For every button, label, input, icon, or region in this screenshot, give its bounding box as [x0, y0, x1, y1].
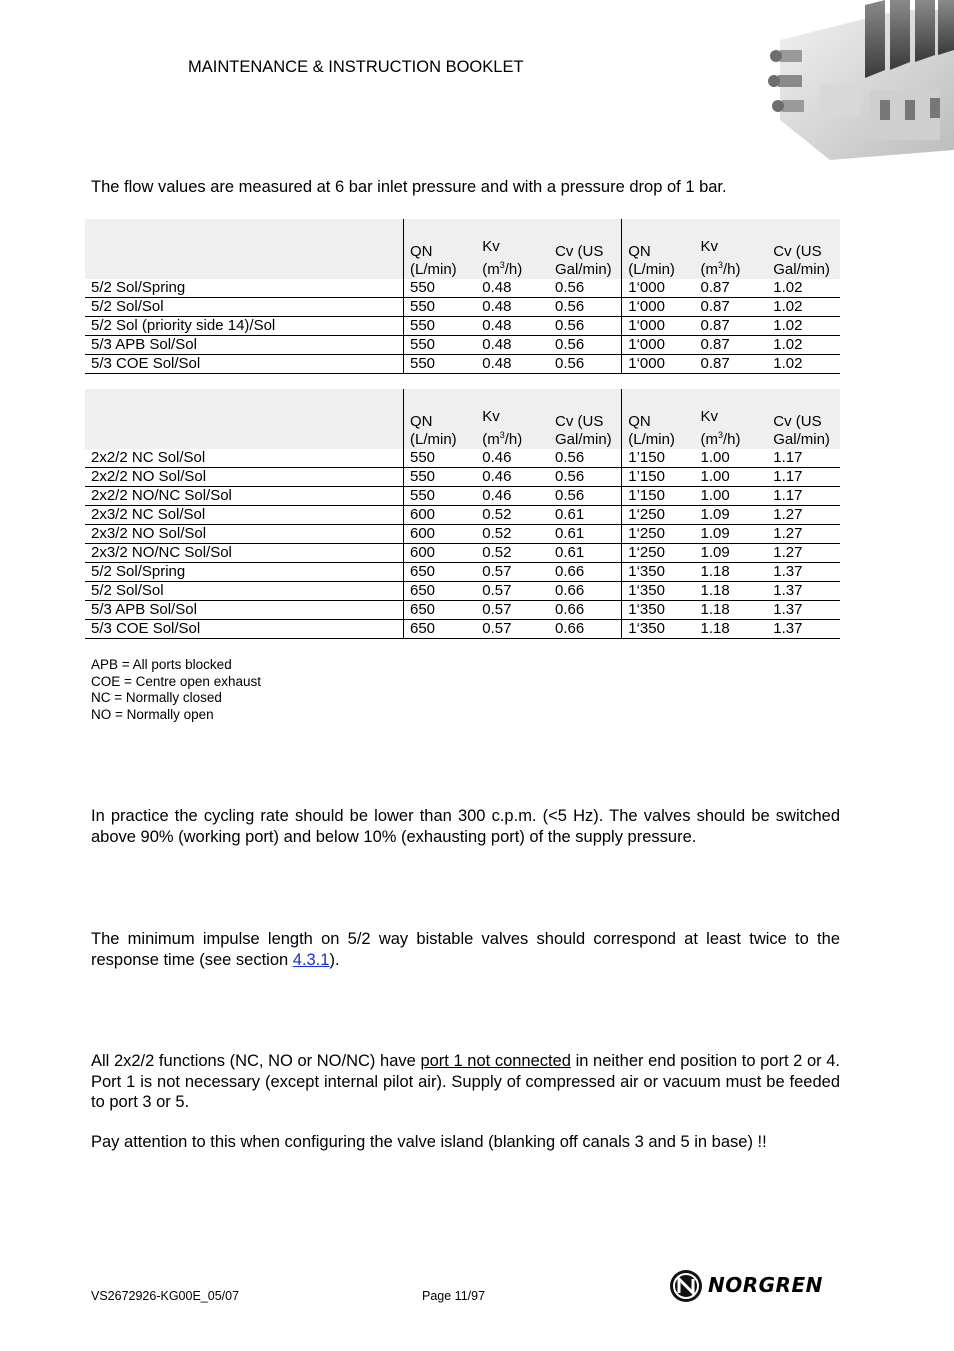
flow-value-cell: 1.02 [767, 279, 840, 298]
abbreviation-item: APB = All ports blocked [91, 657, 232, 672]
flow-value-cell: 0.61 [549, 506, 622, 525]
header-qn: QN (L/min) [404, 389, 477, 449]
flow-value-cell: 0.87 [695, 298, 768, 317]
valve-function-cell: 5/3 COE Sol/Sol [85, 620, 404, 639]
flow-value-cell: 0.57 [476, 620, 549, 639]
table-row [85, 336, 840, 355]
flow-value-cell: 0.61 [549, 544, 622, 563]
flow-value-cell: 0.66 [549, 563, 622, 582]
flow-value-cell: 1.17 [767, 487, 840, 506]
norgren-logo [668, 1268, 842, 1304]
flow-value-cell: 1.00 [695, 468, 768, 487]
abbreviation-item: NC = Normally closed [91, 690, 222, 706]
flow-value-cell: 1‘000 [622, 298, 695, 317]
flow-value-cell: 1‘250 [622, 544, 695, 563]
flow-value-cell: 1.37 [767, 601, 840, 620]
flow-value-cell: 1‘000 [622, 336, 695, 355]
valve-function-cell: 5/2 Sol/Spring [85, 279, 404, 298]
intro-text: The flow values are measured at 6 bar inlet pressure and with a pressure drop of 1 bar. [91, 178, 727, 196]
flow-value-cell: 550 [404, 449, 477, 468]
header-blank-cell [85, 389, 404, 449]
valve-function-cell: 2x3/2 NO/NC Sol/Sol [85, 544, 404, 563]
flow-value-cell: 1’150 [622, 449, 695, 468]
footer-document-id: VS2672926-KG00E_05/07 [91, 1289, 240, 1303]
flow-value-cell: 600 [404, 506, 477, 525]
table1-body [85, 279, 840, 374]
footer-page-number: Page 11/97 [422, 1289, 486, 1303]
valve-island-image [760, 0, 954, 160]
flow-value-cell: 0.48 [476, 336, 549, 355]
port-note-paragraph: All 2x2/2 functions (NC, NO or NO/NC) have port 1 not connected in neither end position to port 2 or 4. Port 1 is not necessary (except internal pilot air). Supply of compressed air or vacuum must be feeded to port 3 or 5. [91, 1052, 840, 1111]
header-title: MAINTENANCE & INSTRUCTION BOOKLET [188, 58, 524, 76]
flow-value-cell: 1.37 [767, 563, 840, 582]
header-kv: Kv $(m^3/h)$ [695, 219, 768, 279]
valve-function-cell: 5/2 Sol/Sol [85, 582, 404, 601]
flow-value-cell: 600 [404, 525, 477, 544]
flow-value-cell: 550 [404, 336, 477, 355]
flow-value-cell: 550 [404, 468, 477, 487]
attention-paragraph: Pay attention to this when configuring the valve island (blanking off canals 3 and 5 in base) !! [91, 1133, 767, 1151]
flow-value-cell: 0.56 [549, 355, 622, 374]
abbreviation-list [91, 657, 261, 724]
flow-value-cell: 0.56 [549, 336, 622, 355]
table-row [85, 563, 840, 582]
valve-function-cell: 2x3/2 NC Sol/Sol [85, 506, 404, 525]
flow-value-cell: 0.87 [695, 317, 768, 336]
flow-value-cell: 1.27 [767, 525, 840, 544]
flow-value-cell: 0.48 [476, 355, 549, 374]
flow-value-cell: 650 [404, 601, 477, 620]
header-cv: Cv (US Gal/min) [767, 389, 840, 449]
flow-value-cell: 1.02 [767, 355, 840, 374]
impulse-length-paragraph: The minimum impulse length on 5/2 way bistable valves should correspond at least twice to the response time (see section 4.3.1). [91, 930, 840, 969]
table-row [85, 620, 840, 639]
flow-value-cell: 550 [404, 279, 477, 298]
flow-value-cell: 0.57 [476, 601, 549, 620]
flow-value-cell: 1‘350 [622, 582, 695, 601]
flow-value-cell: 1.27 [767, 506, 840, 525]
flow-value-cell: 1.37 [767, 620, 840, 639]
table-header-row [85, 389, 840, 449]
abbreviation-item: NO = Normally open [91, 707, 214, 723]
valve-function-cell: 5/3 APB Sol/Sol [85, 601, 404, 620]
flow-value-cell: 0.66 [549, 582, 622, 601]
flow-value-cell: 0.87 [695, 279, 768, 298]
flow-value-cell: 1.18 [695, 563, 768, 582]
flow-value-cell: 1‘000 [622, 317, 695, 336]
table-row [85, 355, 840, 374]
flow-value-cell: 1‘350 [622, 601, 695, 620]
norgren-logo-icon [668, 1268, 704, 1304]
flow-value-cell: 0.61 [549, 525, 622, 544]
flow-value-cell: 0.52 [476, 525, 549, 544]
header-qn: QN (L/min) [622, 219, 695, 279]
flow-value-cell: 0.52 [476, 544, 549, 563]
flow-value-cell: 1.00 [695, 487, 768, 506]
flow-value-cell: 0.66 [549, 620, 622, 639]
valve-function-cell: 5/2 Sol/Spring [85, 563, 404, 582]
table-row [85, 468, 840, 487]
table-row [85, 601, 840, 620]
flow-value-cell: 1.18 [695, 620, 768, 639]
valve-function-cell: 5/3 APB Sol/Sol [85, 336, 404, 355]
flow-table-1 [85, 219, 840, 374]
table-row [85, 582, 840, 601]
abbreviation-item: COE = Centre open exhaust [91, 673, 261, 689]
flow-value-cell: 1.00 [695, 449, 768, 468]
flow-value-cell: 0.56 [549, 279, 622, 298]
flow-value-cell: 1‘250 [622, 506, 695, 525]
flow-value-cell: 0.48 [476, 298, 549, 317]
header-cv: Cv (US Gal/min) [767, 219, 840, 279]
header-qn: QN (L/min) [404, 219, 477, 279]
brand-name: NORGREN [708, 1273, 823, 1297]
valve-function-cell: 5/2 Sol/Sol [85, 298, 404, 317]
flow-value-cell: 0.56 [549, 317, 622, 336]
header-kv: Kv $(m^3/h)$ [476, 389, 549, 449]
flow-value-cell: 0.56 [549, 468, 622, 487]
flow-value-cell: 1.02 [767, 336, 840, 355]
flow-value-cell: 1.18 [695, 582, 768, 601]
flow-value-cell: 0.46 [476, 487, 549, 506]
table2-body [85, 449, 840, 639]
flow-value-cell: 1‘350 [622, 620, 695, 639]
flow-value-cell: 1.02 [767, 317, 840, 336]
flow-value-cell: 1’150 [622, 487, 695, 506]
flow-value-cell: 650 [404, 563, 477, 582]
flow-value-cell: 0.46 [476, 468, 549, 487]
flow-value-cell: 1‘000 [622, 355, 695, 374]
table-row [85, 279, 840, 298]
header-qn: QN (L/min) [622, 389, 695, 449]
valve-function-cell: 2x2/2 NO Sol/Sol [85, 468, 404, 487]
header-kv: Kv $(m^3/h)$ [476, 219, 549, 279]
valve-function-cell: 2x2/2 NO/NC Sol/Sol [85, 487, 404, 506]
flow-value-cell: 1‘350 [622, 563, 695, 582]
flow-value-cell: 0.66 [549, 601, 622, 620]
underlined-text: port 1 not connected [420, 1052, 571, 1070]
flow-value-cell: 550 [404, 355, 477, 374]
flow-value-cell: 0.57 [476, 582, 549, 601]
flow-value-cell: 0.48 [476, 317, 549, 336]
flow-value-cell: 1.27 [767, 544, 840, 563]
table-header-row [85, 219, 840, 279]
flow-value-cell: 0.87 [695, 355, 768, 374]
flow-value-cell: 1.37 [767, 582, 840, 601]
flow-value-cell: 0.56 [549, 487, 622, 506]
table-row [85, 544, 840, 563]
header-kv: Kv $(m^3/h)$ [695, 389, 768, 449]
flow-value-cell: 0.56 [549, 298, 622, 317]
flow-value-cell: 1’150 [622, 468, 695, 487]
flow-value-cell: 1.09 [695, 506, 768, 525]
flow-value-cell: 0.87 [695, 336, 768, 355]
table-row [85, 487, 840, 506]
flow-table-2 [85, 389, 840, 639]
valve-function-cell: 2x2/2 NC Sol/Sol [85, 449, 404, 468]
flow-value-cell: 0.48 [476, 279, 549, 298]
flow-value-cell: 650 [404, 620, 477, 639]
flow-value-cell: 0.57 [476, 563, 549, 582]
flow-value-cell: 550 [404, 317, 477, 336]
table-row [85, 506, 840, 525]
table-row [85, 449, 840, 468]
table-row [85, 525, 840, 544]
valve-function-cell: 5/2 Sol (priority side 14)/Sol [85, 317, 404, 336]
flow-value-cell: 0.46 [476, 449, 549, 468]
table-row [85, 317, 840, 336]
flow-value-cell: 550 [404, 487, 477, 506]
flow-value-cell: 0.52 [476, 506, 549, 525]
flow-value-cell: 550 [404, 298, 477, 317]
valve-function-cell: 5/3 COE Sol/Sol [85, 355, 404, 374]
flow-value-cell: 1.09 [695, 525, 768, 544]
cycling-rate-paragraph: In practice the cycling rate should be lower than 300 c.p.m. (<5 Hz). The valves should be switched above 90% (working port) and below 10% (exhausting port) of the supply pressure. [91, 807, 840, 846]
table-row [85, 298, 840, 317]
flow-value-cell: 1.09 [695, 544, 768, 563]
flow-value-cell: 1.18 [695, 601, 768, 620]
header-cv: Cv (US Gal/min) [549, 219, 622, 279]
valve-function-cell: 2x3/2 NO Sol/Sol [85, 525, 404, 544]
flow-value-cell: 1‘250 [622, 525, 695, 544]
flow-value-cell: 1.17 [767, 468, 840, 487]
flow-value-cell: 1.02 [767, 298, 840, 317]
flow-value-cell: 650 [404, 582, 477, 601]
flow-value-cell: 0.56 [549, 449, 622, 468]
section-link[interactable]: 4.3.1 [292, 950, 330, 969]
header-blank-cell [85, 219, 404, 279]
flow-value-cell: 1.17 [767, 449, 840, 468]
flow-value-cell: 600 [404, 544, 477, 563]
flow-value-cell: 1‘000 [622, 279, 695, 298]
header-cv: Cv (US Gal/min) [549, 389, 622, 449]
